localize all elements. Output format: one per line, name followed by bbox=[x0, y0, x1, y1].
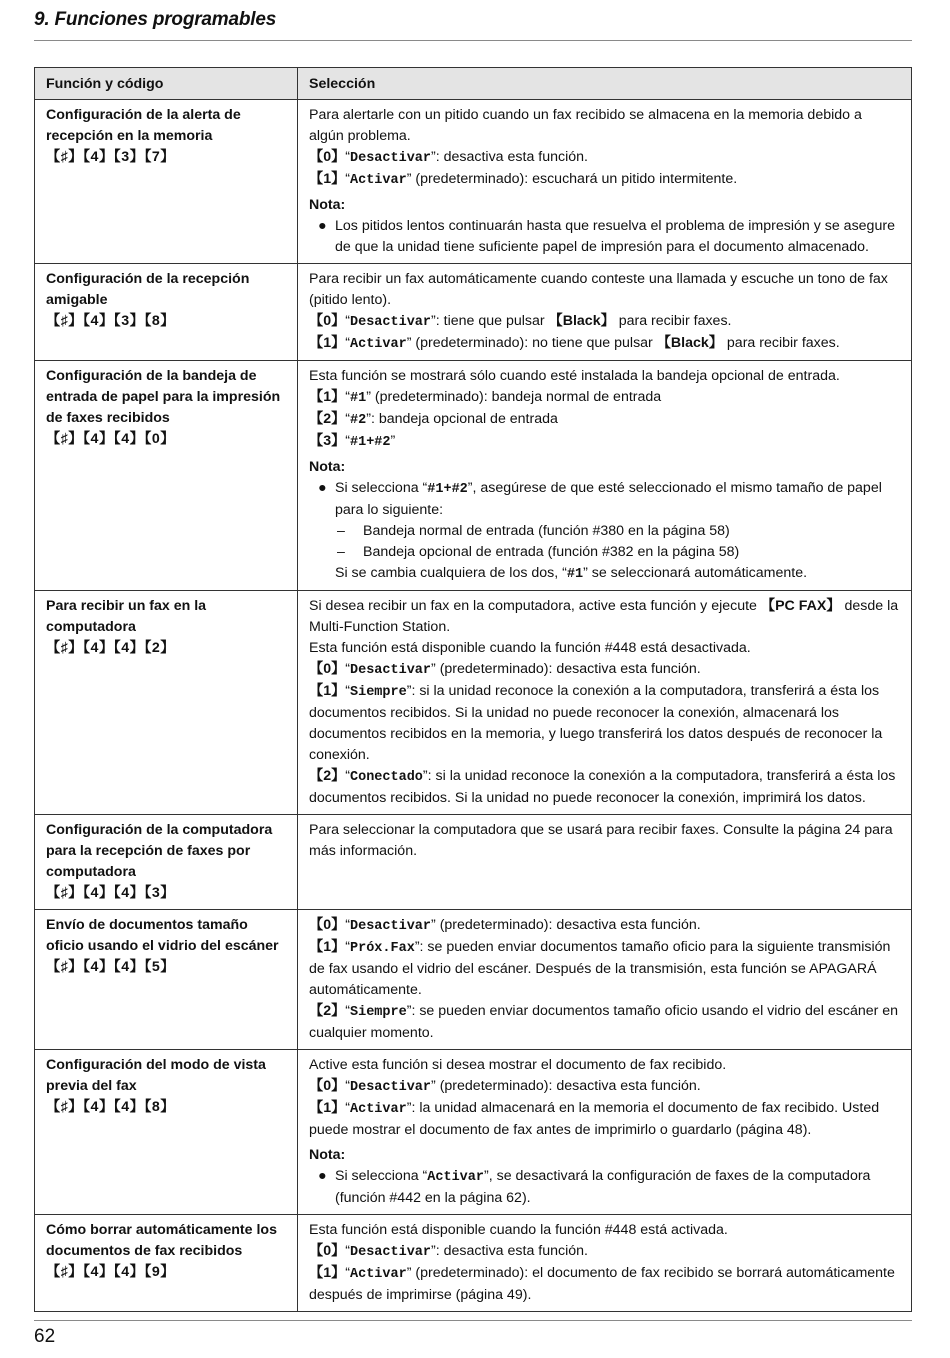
note-text: para lo siguiente: bbox=[335, 502, 444, 518]
function-cell bbox=[35, 100, 298, 264]
function-cell bbox=[35, 264, 298, 361]
quote-open: “ bbox=[345, 768, 350, 784]
note-text: Bandeja opcional de entrada (función #382 en la página 58) bbox=[363, 544, 740, 560]
function-name-line: Envío de documentos tamaño bbox=[46, 917, 248, 933]
function-code: 【♯】【4】【3】【7】 bbox=[46, 149, 175, 165]
bullet-icon: ● bbox=[318, 218, 327, 234]
option-key: 【2】 bbox=[309, 411, 346, 427]
function-name-line: Configuración de la alerta de bbox=[46, 107, 241, 123]
quote-close: ” bbox=[366, 389, 371, 405]
option-value: #1 bbox=[566, 567, 584, 582]
function-cell bbox=[35, 910, 298, 1050]
option-text: (predeterminado): no tiene que pulsar bbox=[411, 335, 657, 351]
description-text: Si desea recibir un fax en la computadora, active esta función y ejecute bbox=[309, 598, 761, 614]
option-key: 【1】 bbox=[309, 335, 346, 351]
table-row bbox=[35, 361, 912, 591]
quote-close: ” bbox=[406, 171, 412, 187]
description-line: Multi-Function Station. bbox=[309, 619, 451, 635]
quote-open: “ bbox=[345, 1100, 350, 1116]
quote-open: “ bbox=[345, 917, 350, 933]
note-text: se seleccionará automáticamente. bbox=[587, 565, 808, 581]
function-name-line: recepción en la memoria bbox=[46, 128, 213, 144]
note-item bbox=[309, 1166, 900, 1188]
option-line bbox=[309, 1001, 900, 1023]
description-line: más información. bbox=[309, 843, 418, 859]
option-key: 【1】 bbox=[309, 1100, 346, 1116]
option-text-line: cualquier momento. bbox=[309, 1025, 434, 1041]
quote-close: ” bbox=[406, 683, 412, 699]
function-code: 【♯】【4】【3】【8】 bbox=[46, 313, 175, 329]
function-code: 【♯】【4】【4】【5】 bbox=[46, 959, 175, 975]
description-line: Para seleccionar la computadora que se usará para recibir faxes. Consulte la página 24 para bbox=[309, 822, 893, 838]
function-cell bbox=[35, 1215, 298, 1312]
option-value: Activar bbox=[350, 1102, 407, 1117]
option-text: : si la unidad reconoce la conexión a la computadora, transferirá a ésta los bbox=[427, 768, 896, 784]
quote-close: ” bbox=[431, 149, 436, 165]
option-text: (predeterminado): el documento de fax recibido se borrará automáticamente bbox=[411, 1265, 895, 1281]
option-text: : bandeja opcional de entrada bbox=[370, 411, 558, 427]
option-key: 【3】 bbox=[309, 433, 346, 449]
option-key: 【1】 bbox=[309, 683, 346, 699]
note-label: Nota: bbox=[309, 1147, 346, 1163]
function-name-line: Cómo borrar automáticamente los bbox=[46, 1222, 277, 1238]
option-text: (predeterminado): desactiva esta función. bbox=[435, 917, 701, 933]
option-value: Siempre bbox=[350, 685, 407, 700]
quote-open: “ bbox=[345, 683, 350, 699]
quote-open: “ bbox=[345, 411, 350, 427]
option-value: Siempre bbox=[350, 1005, 407, 1020]
option-key: 【2】 bbox=[309, 768, 346, 784]
option-line bbox=[309, 915, 900, 937]
function-code: 【♯】【4】【4】【2】 bbox=[46, 640, 175, 656]
option-value: Desactivar bbox=[350, 151, 432, 166]
black-button-label: 【Black】 bbox=[548, 313, 615, 329]
option-line bbox=[309, 1098, 900, 1120]
option-key: 【0】 bbox=[309, 917, 346, 933]
description-line: Esta función está disponible cuando la función #448 está activada. bbox=[309, 1222, 728, 1238]
option-text: : tiene que pulsar bbox=[435, 313, 549, 329]
table-row bbox=[35, 1215, 912, 1312]
selection-cell bbox=[298, 1215, 912, 1312]
quote-open: “ bbox=[345, 389, 350, 405]
option-line bbox=[309, 937, 900, 959]
function-name-line: Configuración de la recepción bbox=[46, 271, 250, 287]
quote-close: ” bbox=[431, 313, 436, 329]
note-text: Si se cambia cualquiera de los dos, bbox=[335, 565, 563, 581]
option-value: Conectado bbox=[350, 770, 423, 785]
quote-close: ” bbox=[422, 768, 428, 784]
quote-open: “ bbox=[345, 1243, 350, 1259]
table-row bbox=[35, 591, 912, 815]
option-line bbox=[309, 333, 900, 355]
option-text-line: conexión. bbox=[309, 747, 370, 763]
table-row bbox=[35, 910, 912, 1050]
function-name-line: Para recibir un fax en la bbox=[46, 598, 207, 614]
option-line bbox=[309, 431, 900, 453]
option-key: 【1】 bbox=[309, 939, 346, 955]
quote-open: “ bbox=[422, 1168, 428, 1184]
note-label: Nota: bbox=[309, 197, 346, 213]
quote-close: ” bbox=[484, 1168, 489, 1184]
description-line: Esta función está disponible cuando la función #448 está desactivada. bbox=[309, 640, 751, 656]
description-line bbox=[309, 596, 900, 617]
option-text-line: documentos recibidos. Si la unidad no puede reconocer la conexión, imprimirá los datos. bbox=[309, 790, 866, 806]
description-line: Esta función se mostrará sólo cuando esté instalada la bandeja opcional de entrada. bbox=[309, 368, 840, 384]
option-line bbox=[309, 147, 900, 169]
quote-close: ” bbox=[366, 411, 371, 427]
function-cell bbox=[35, 815, 298, 910]
option-text: : se pueden enviar documentos tamaño oficio usando el vidrio del escáner en bbox=[411, 1003, 899, 1019]
selection-cell bbox=[298, 591, 912, 815]
note-text: , asegúrese de que esté seleccionado el mismo tamaño de papel bbox=[472, 480, 882, 496]
quote-open: “ bbox=[345, 433, 350, 449]
option-text-line: después de imprimirse (página 49). bbox=[309, 1287, 532, 1303]
bullet-icon: ● bbox=[318, 480, 327, 496]
quote-close: ” bbox=[431, 1078, 436, 1094]
quote-close: ” bbox=[406, 1003, 412, 1019]
description-line: Para recibir un fax automáticamente cuando conteste una llamada y escuche un tono de fax bbox=[309, 271, 888, 287]
function-cell bbox=[35, 591, 298, 815]
option-value: Activar bbox=[427, 1170, 484, 1185]
option-text: (predeterminado): desactiva esta función. bbox=[435, 661, 701, 677]
quote-open: “ bbox=[345, 313, 350, 329]
description-line: (pitido lento). bbox=[309, 292, 392, 308]
table-row bbox=[35, 264, 912, 361]
dash-icon: – bbox=[337, 523, 345, 539]
note-text: Si selecciona bbox=[335, 1168, 423, 1184]
option-text-line: puede mostrar el documento de fax antes de imprimirlo o guardarlo (página 48). bbox=[309, 1122, 812, 1138]
note-item bbox=[309, 478, 900, 500]
quote-close: ” bbox=[414, 939, 420, 955]
option-key: 【0】 bbox=[309, 313, 346, 329]
quote-close: ” bbox=[431, 661, 436, 677]
function-cell bbox=[35, 1050, 298, 1215]
note-text: de que la unidad tiene suficiente papel de impresión para el documento almacenado. bbox=[335, 239, 869, 255]
function-name-line: documentos de fax recibidos bbox=[46, 1243, 243, 1259]
option-line bbox=[309, 387, 900, 409]
function-name-line: computadora bbox=[46, 619, 136, 635]
black-button-label: 【Black】 bbox=[656, 335, 723, 351]
option-key: 【1】 bbox=[309, 171, 346, 187]
selection-cell bbox=[298, 910, 912, 1050]
option-line bbox=[309, 1241, 900, 1263]
quote-open: “ bbox=[345, 1265, 350, 1281]
option-value: Desactivar bbox=[350, 663, 432, 678]
option-key: 【0】 bbox=[309, 661, 346, 677]
quote-close: ” bbox=[390, 433, 396, 449]
option-line bbox=[309, 659, 900, 681]
selection-cell bbox=[298, 1050, 912, 1215]
function-name-line: Configuración del modo de vista bbox=[46, 1057, 266, 1073]
option-text: : la unidad almacenará en la memoria el documento de fax recibido. Usted bbox=[411, 1100, 880, 1116]
option-value: #2 bbox=[350, 413, 367, 428]
quote-open: “ bbox=[345, 939, 350, 955]
function-name-line: computadora bbox=[46, 864, 136, 880]
option-text: (predeterminado): escuchará un pitido intermitente. bbox=[411, 171, 738, 187]
option-key: 【1】 bbox=[309, 389, 346, 405]
quote-open: “ bbox=[345, 1003, 350, 1019]
function-name-line: amigable bbox=[46, 292, 108, 308]
function-code: 【♯】【4】【4】【0】 bbox=[46, 431, 175, 447]
dash-icon: – bbox=[337, 544, 345, 560]
option-line bbox=[309, 169, 900, 191]
table-header-row bbox=[35, 68, 912, 100]
option-text: para recibir faxes. bbox=[614, 313, 732, 329]
selection-cell bbox=[298, 361, 912, 591]
table-row bbox=[35, 1050, 912, 1215]
option-value: #1+#2 bbox=[427, 482, 468, 497]
table-row bbox=[35, 100, 912, 264]
option-value: Desactivar bbox=[350, 1080, 432, 1095]
option-text: para recibir faxes. bbox=[722, 335, 840, 351]
quote-close: ” bbox=[431, 1243, 436, 1259]
function-code: 【♯】【4】【4】【8】 bbox=[46, 1099, 175, 1115]
option-text: : desactiva esta función. bbox=[435, 149, 588, 165]
page-number: 62 bbox=[34, 1326, 56, 1347]
option-text: (predeterminado): bandeja normal de entrada bbox=[370, 389, 662, 405]
option-line bbox=[309, 1263, 900, 1285]
option-value: #1+#2 bbox=[350, 435, 391, 450]
quote-close: ” bbox=[406, 335, 412, 351]
function-cell bbox=[35, 361, 298, 591]
option-line bbox=[309, 409, 900, 431]
option-value: Activar bbox=[350, 337, 407, 352]
quote-close: ” bbox=[467, 480, 473, 496]
option-text: : desactiva esta función. bbox=[435, 1243, 588, 1259]
quote-close: ” bbox=[406, 1100, 412, 1116]
column-header-selection: Selección bbox=[298, 68, 912, 100]
option-text: : si la unidad reconoce la conexión a la computadora, transferirá a ésta los bbox=[411, 683, 880, 699]
note-text: Si selecciona bbox=[335, 480, 423, 496]
page-footer bbox=[34, 1320, 912, 1348]
bullet-icon: ● bbox=[318, 1168, 327, 1184]
option-line bbox=[309, 681, 900, 703]
option-text-line: documentos recibidos. Si la unidad no puede reconocer la conexión, almacenará los bbox=[309, 705, 839, 721]
note-text: Los pitidos lentos continuarán hasta que resuelva el problema de impresión y se asegure bbox=[335, 218, 895, 234]
option-value: Desactivar bbox=[350, 919, 432, 934]
page-header bbox=[34, 8, 912, 41]
function-code: 【♯】【4】【4】【3】 bbox=[46, 885, 175, 901]
function-name-line: oficio usando el vidrio del escáner bbox=[46, 938, 279, 954]
selection-cell bbox=[298, 100, 912, 264]
function-code: 【♯】【4】【4】【9】 bbox=[46, 1264, 175, 1280]
description-line: Active esta función si desea mostrar el documento de fax recibido. bbox=[309, 1057, 727, 1073]
option-key: 【0】 bbox=[309, 1078, 346, 1094]
function-name-line: para la recepción de faxes por bbox=[46, 843, 251, 859]
option-value: #1 bbox=[350, 391, 367, 406]
quote-open: “ bbox=[345, 1078, 350, 1094]
quote-open: “ bbox=[345, 171, 350, 187]
note-item bbox=[309, 216, 900, 237]
quote-open: “ bbox=[562, 565, 567, 581]
option-value: Activar bbox=[350, 1267, 407, 1282]
description-line: algún problema. bbox=[309, 128, 411, 144]
quote-open: “ bbox=[345, 149, 350, 165]
note-text-line bbox=[309, 563, 900, 585]
quote-open: “ bbox=[422, 480, 428, 496]
option-text-line: documentos recibidos en la memoria, y luego transferirá los datos después de reconocer la bbox=[309, 726, 883, 742]
quote-close: ” bbox=[431, 917, 436, 933]
column-header-function: Función y código bbox=[35, 68, 298, 100]
note-label: Nota: bbox=[309, 459, 346, 475]
option-key: 【0】 bbox=[309, 1243, 346, 1259]
option-value: Activar bbox=[350, 173, 407, 188]
option-key: 【1】 bbox=[309, 1265, 346, 1281]
quote-open: “ bbox=[345, 661, 350, 677]
note-text: Bandeja normal de entrada (función #380 en la página 58) bbox=[363, 523, 730, 539]
option-line bbox=[309, 1076, 900, 1098]
description-line: Para alertarle con un pitido cuando un fax recibido se almacena en la memoria debido a bbox=[309, 107, 862, 123]
option-text-line: automáticamente. bbox=[309, 982, 422, 998]
note-text: , se desactivará la configuración de faxes de la computadora bbox=[488, 1168, 871, 1184]
pc-fax-button-label: 【PC FAX】 bbox=[760, 598, 841, 614]
quote-close: ” bbox=[406, 1265, 412, 1281]
function-name-line: previa del fax bbox=[46, 1078, 137, 1094]
quote-open: “ bbox=[345, 335, 350, 351]
note-subitem bbox=[309, 542, 900, 563]
option-key: 【0】 bbox=[309, 149, 346, 165]
description-text: desde la bbox=[840, 598, 899, 614]
option-value: Próx.Fax bbox=[350, 941, 415, 956]
selection-cell bbox=[298, 815, 912, 910]
quote-close: ” bbox=[583, 565, 588, 581]
option-text-line: de fax usando el vidrio del escáner. Después de la transmisión, esta función se APAGARÁ bbox=[309, 961, 877, 977]
section-title: 9. Funciones programables bbox=[34, 9, 277, 30]
selection-cell bbox=[298, 264, 912, 361]
function-name-line: de faxes recibidos bbox=[46, 410, 170, 426]
option-key: 【2】 bbox=[309, 1003, 346, 1019]
note-subitem bbox=[309, 521, 900, 542]
option-line bbox=[309, 311, 900, 333]
option-text: (predeterminado): desactiva esta función. bbox=[435, 1078, 701, 1094]
option-value: Desactivar bbox=[350, 315, 432, 330]
function-name-line: Configuración de la bandeja de bbox=[46, 368, 257, 384]
function-name-line: Configuración de la computadora bbox=[46, 822, 273, 838]
table-row bbox=[35, 815, 912, 910]
function-name-line: entrada de papel para la impresión bbox=[46, 389, 281, 405]
option-text: : se pueden enviar documentos tamaño oficio para la siguiente transmisión bbox=[419, 939, 891, 955]
note-text: (función #442 en la página 62). bbox=[335, 1190, 531, 1206]
option-line bbox=[309, 766, 900, 788]
functions-table bbox=[34, 67, 912, 1312]
option-value: Desactivar bbox=[350, 1245, 432, 1260]
